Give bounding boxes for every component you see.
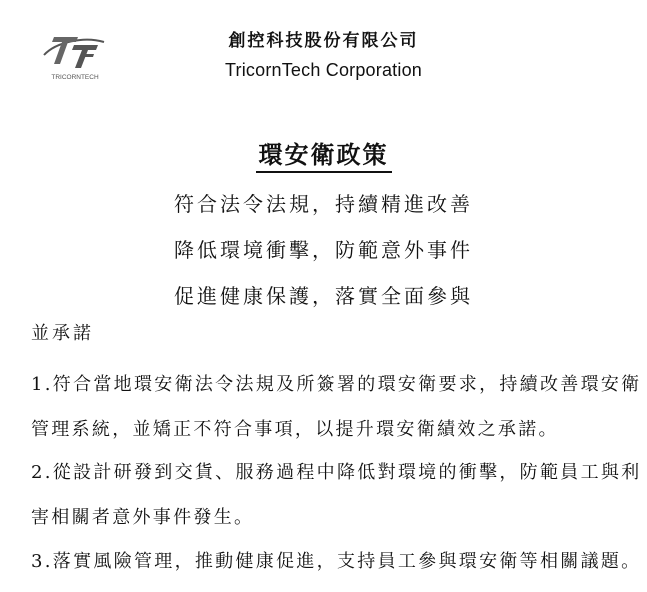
company-name-chinese: 創控科技股份有限公司 xyxy=(228,31,419,51)
commitment-heading: 並承諾 xyxy=(31,323,94,344)
policy-title xyxy=(0,140,647,173)
commitment-line: 3.落實風險管理，推動健康促進，支持員工參與環安衛等相關議題。 xyxy=(31,551,642,572)
policy-slogan: 降低環境衝擊，防範意外事件 xyxy=(174,238,473,262)
logo-text: TRICORNTECH xyxy=(51,74,99,81)
company-name-english: TricornTech Corporation xyxy=(224,60,422,80)
commitment-line: 1.符合當地環安衛法令法規及所簽署的環安衛要求，持續改善環安衛 xyxy=(31,374,642,395)
commitment-line: 害相關者意外事件發生。 xyxy=(31,507,255,528)
policy-slogan: 符合法令法規，持續精進改善 xyxy=(174,192,473,216)
policy-slogan: 促進健康保護，落實全面參與 xyxy=(174,284,473,308)
policy-title-text: 環安衛政策 xyxy=(256,141,392,173)
commitment-line: 2.從設計研發到交貨、服務過程中降低對環境的衝擊，防範員工與利 xyxy=(31,462,642,483)
commitment-line: 管理系統，並矯正不符合事項，以提升環安衛績效之承諾。 xyxy=(31,419,559,440)
